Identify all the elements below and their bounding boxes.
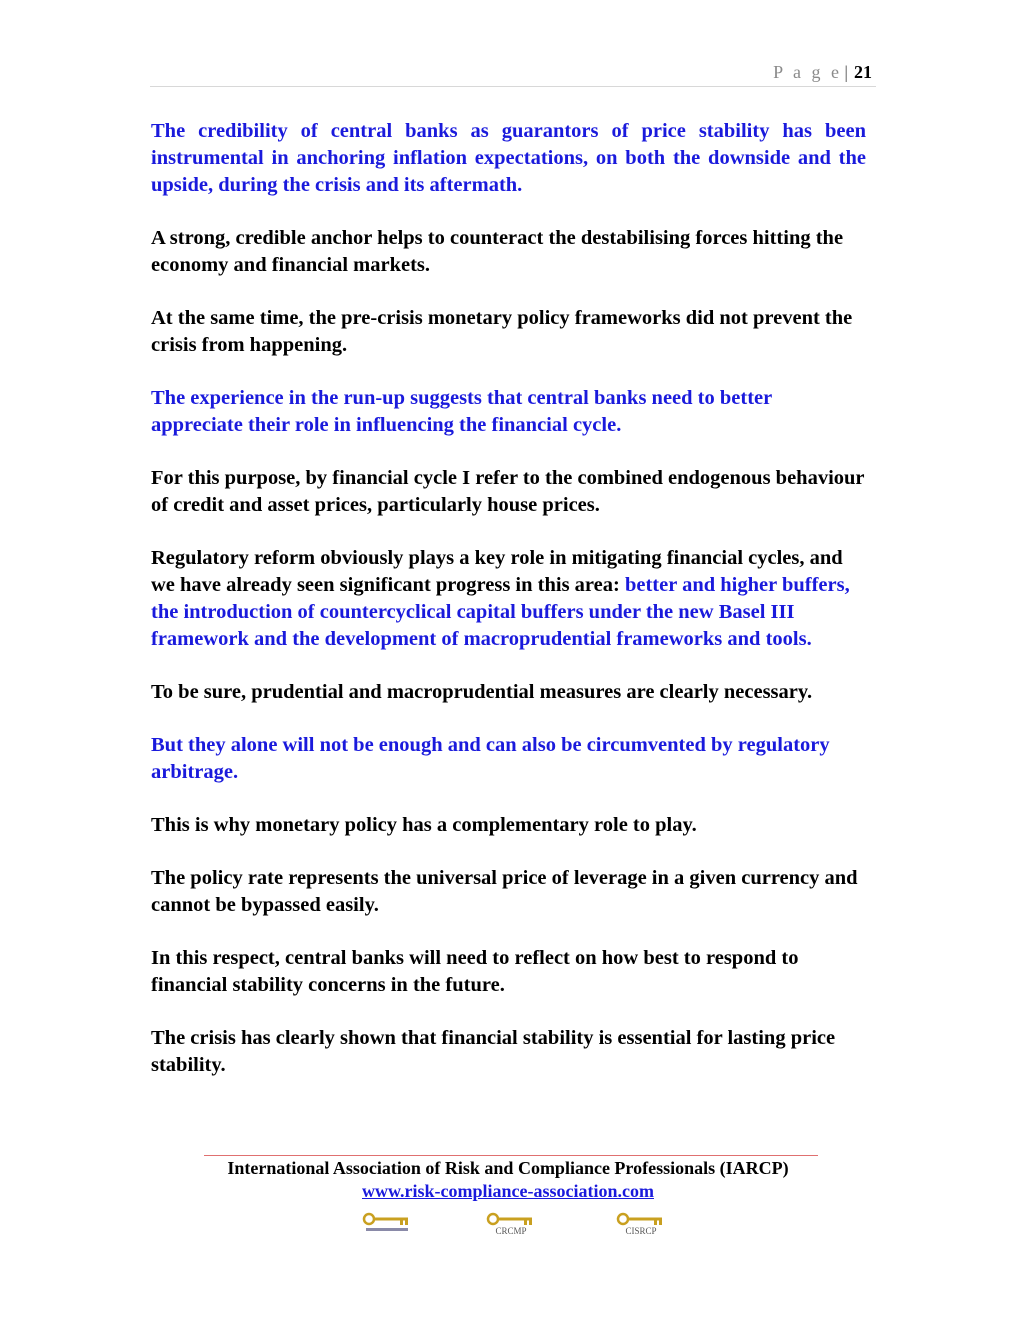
- paragraph-text: The experience in the run-up suggests that central banks need to better appreciate their role in influencing the financial cycle.: [151, 387, 772, 436]
- key-logo-icon: [486, 1212, 536, 1238]
- page-label: P a g e: [773, 62, 842, 82]
- key-logo-icon: [616, 1212, 666, 1238]
- paragraph-text: The credibility of central banks as guarantors of price stability has been instrumental in anchoring inflation expectations, on both the downside and the upside, during the crisis and its aftermath.: [151, 120, 866, 196]
- paragraph: [151, 305, 866, 359]
- paragraph-text: Regulatory reform obviously plays a key role in mitigating financial cycles, and we have already seen significant progress in this area:: [151, 547, 843, 596]
- paragraph: [151, 865, 866, 919]
- footer-link[interactable]: www.risk-compliance-association.com: [362, 1181, 654, 1201]
- paragraph-text: better and higher buffers, the introduction of countercyclical capital buffers under the new Basel III framework and the development of macroprudential frameworks and tools.: [151, 574, 850, 650]
- paragraph: [151, 545, 866, 653]
- paragraph-text: The crisis has clearly shown that financial stability is essential for lasting price stability.: [151, 1027, 836, 1076]
- key-logo-icon: [362, 1212, 412, 1238]
- paragraph-text: A strong, credible anchor helps to counteract the destabilising forces hitting the economy and financial markets.: [151, 227, 844, 276]
- paragraph: [151, 225, 866, 279]
- paragraph-text: In this respect, central banks will need to reflect on how best to respond to financial stability concerns in the future.: [151, 947, 799, 996]
- logo-label: CRCMP: [495, 1226, 527, 1236]
- paragraph-text: The policy rate represents the universal price of leverage in a given currency and cannot be bypassed easily.: [151, 867, 858, 916]
- document-body: [151, 118, 866, 1105]
- page-number: 21: [854, 62, 872, 82]
- paragraph-text: But they alone will not be enough and can also be circumvented by regulatory arbitrage.: [151, 734, 830, 783]
- paragraph-text: To be sure, prudential and macroprudential measures are clearly necessary.: [151, 681, 813, 703]
- page-header: [150, 60, 876, 87]
- paragraph-text: At the same time, the pre-crisis monetary policy frameworks did not prevent the crisis from happening.: [151, 307, 853, 356]
- paragraph: [151, 118, 866, 199]
- logo-label: CISRCP: [625, 1226, 657, 1236]
- paragraph-text: This is why monetary policy has a complementary role to play.: [151, 814, 697, 836]
- paragraph: [151, 732, 866, 786]
- paragraph-text: For this purpose, by financial cycle I refer to the combined endogenous behaviour of credit and asset prices, particularly house prices.: [151, 467, 865, 516]
- paragraph: [151, 945, 866, 999]
- paragraph: [151, 385, 866, 439]
- paragraph: [151, 679, 866, 706]
- paragraph: [151, 812, 866, 839]
- footer-divider: [204, 1155, 818, 1156]
- footer-organization: International Association of Risk and Compliance Professionals (IARCP): [227, 1158, 789, 1178]
- page-separator: |: [844, 62, 848, 82]
- paragraph: [151, 1025, 866, 1079]
- paragraph: [151, 465, 866, 519]
